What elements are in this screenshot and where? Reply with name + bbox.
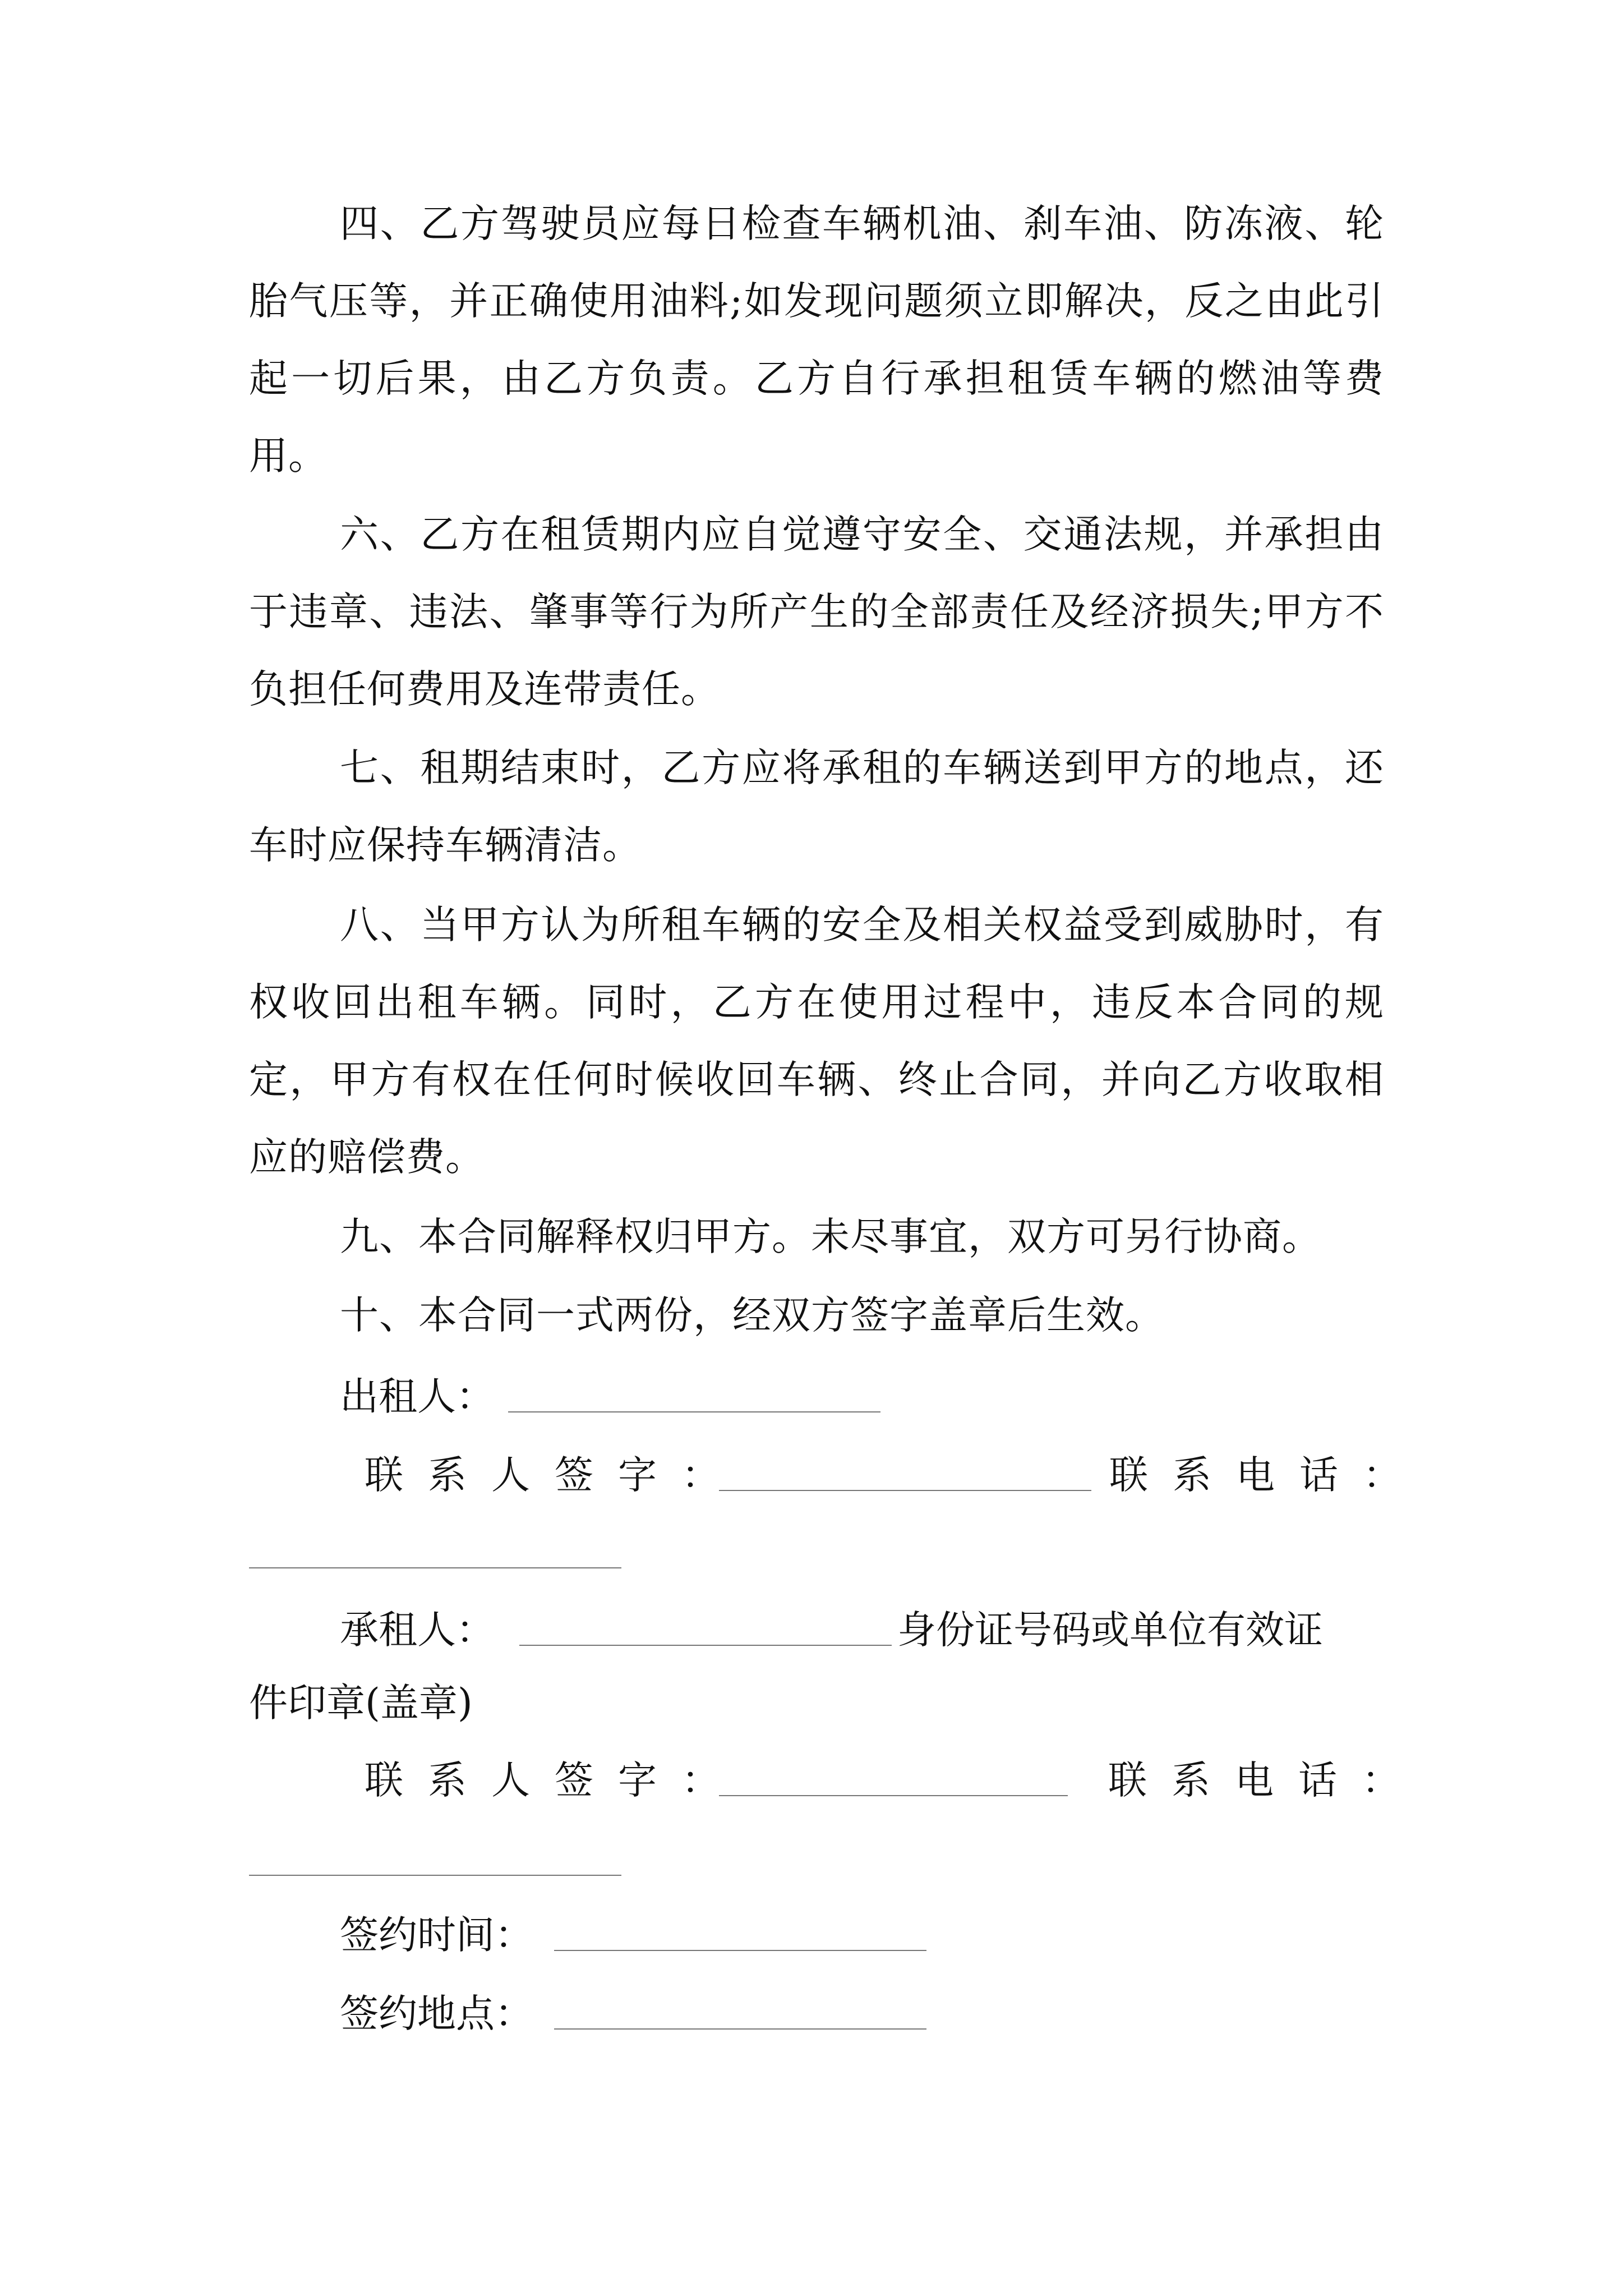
lessee-contact-sign: 联系人签字： (365, 1758, 745, 1803)
lessor-contact-sign: 联系人签字： (365, 1453, 745, 1498)
lessor-row (340, 1369, 495, 1425)
lessor-label: 出租人： (340, 1374, 495, 1419)
lessee-contact-phone-blank[interactable] (249, 1875, 621, 1876)
lessee-contact-sign-blank[interactable] (719, 1795, 1068, 1796)
lessor-contact-phone-blank[interactable] (249, 1567, 621, 1568)
sign-place-blank[interactable] (554, 2028, 926, 2030)
lessor-blank[interactable] (508, 1411, 880, 1412)
clause-6: 六、乙方在租赁期内应自觉遵守安全、交通法规，并承担由于违章、违法、肇事等行为所产生的全部责任及经济损失;甲方不负担任何费用及连带责任。 (249, 512, 1384, 712)
sign-time-label: 签约时间： (340, 1913, 533, 1958)
sign-time-blank[interactable] (554, 1950, 926, 1951)
clause-4: 四、乙方驾驶员应每日检查车辆机油、刹车油、防冻液、轮胎气压等，并正确使用油料;如发现问题须立即解决，反之由此引起一切后果，由乙方负责。乙方自行承担租赁车辆的燃油等费用。 (249, 201, 1384, 478)
lessee-label: 承租人： (340, 1608, 495, 1653)
lessee-blank[interactable] (519, 1645, 892, 1646)
lessor-contact-sign-blank[interactable] (719, 1490, 1091, 1491)
lessor-contact-phone: 联系电话： (1109, 1453, 1426, 1498)
clause-7: 七、租期结束时，乙方应将承租的车辆送到甲方的地点，还车时应保持车辆清洁。 (249, 746, 1384, 868)
clause-9: 九、本合同解释权归甲方。未尽事宜，双方可另行协商。 (340, 1214, 1321, 1259)
clause-10: 十、本合同一式两份，经双方签字盖章后生效。 (340, 1293, 1164, 1338)
sign-place-label: 签约地点： (340, 1991, 533, 2036)
lessee-contact-phone: 联系电话： (1108, 1758, 1425, 1803)
lessee-id-label-line2: 件印章(盖章) (249, 1681, 473, 1726)
clause-8: 八、当甲方认为所租车辆的安全及相关权益受到威胁时，有权收回出租车辆。同时，乙方在使用过程中，违反本合同的规定，甲方有权在任何时候收回车辆、终止合同，并向乙方收取相应的赔偿费。 (249, 903, 1384, 1180)
lessee-id-label-line1: 身份证号码或单位有效证 (897, 1608, 1323, 1653)
